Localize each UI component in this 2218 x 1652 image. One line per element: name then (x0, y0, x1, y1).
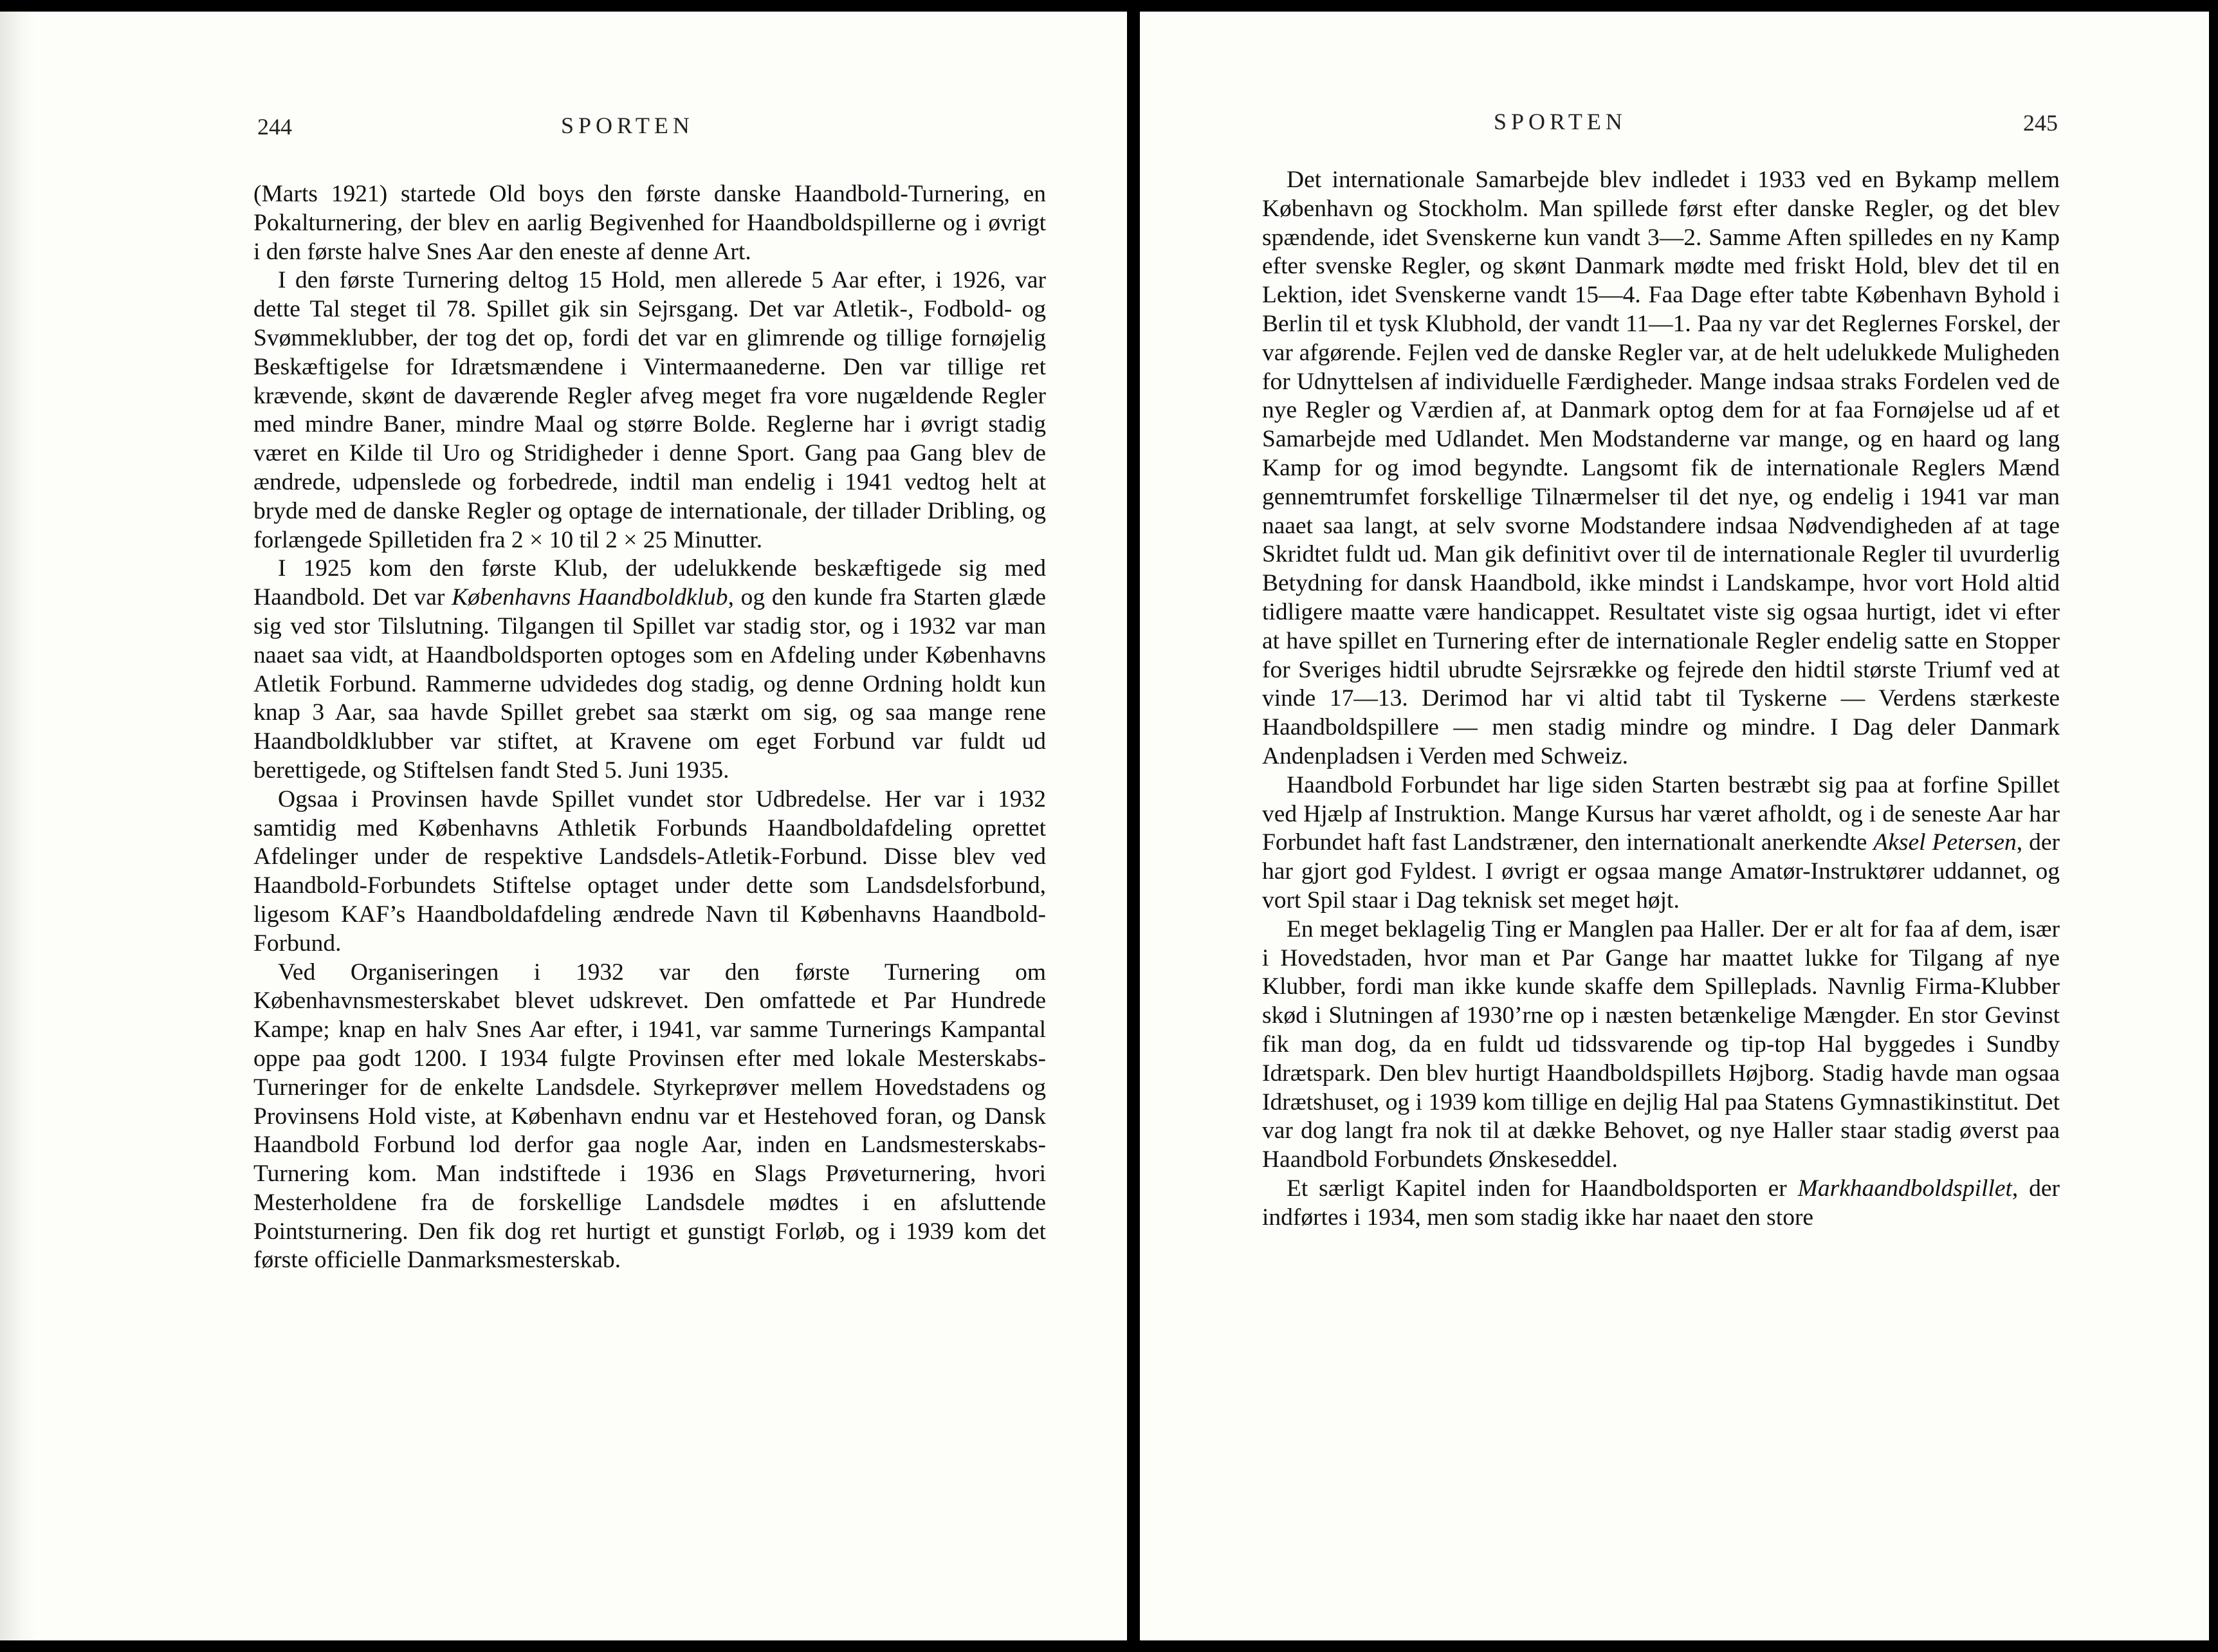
text-run: Ved Organiseringen i 1932 var den første Turnering om Københavnsmesterskabet blevet udskrevet. Den omfattede et Par Hundrede Kampe; knap en halv Snes Aar efter, i 1941, var samme Turnerings Kampantal oppe paa godt 1200. I 1934 fulgte Provinsen efter med lokale Mesterskabs-Turneringer for de enkelte Landsdele. Styrkeprøver mellem Hovedstadens og Provinsens Hold viste, at København endnu var et Hestehoved foran, og Dansk Haandbold Forbund lod derfor gaa nogle Aar, inden en Landsmesterskabs-Turnering kom. Man indstiftede i 1936 en Slags Prøveturnering, hvori Mesterholdene fra de forskellige Landsdele mødtes i en afsluttende Pointsturnering. Den fik dog ret hurtigt et gunstigt Forløb, og i 1939 kom det første officielle Danmarksmesterskab. (253, 959, 1046, 1274)
paragraph (253, 959, 1046, 1276)
paragraph (1262, 1175, 2060, 1233)
paragraph (253, 785, 1046, 959)
italic-text: Københavns Haandboldklub (452, 584, 728, 611)
running-head: SPORTEN (1494, 109, 1627, 134)
text-run: , og den kunde fra Starten glæde sig ved stor Tilslutning. Tilgangen til Spillet var stadig stor, og i 1932 var man naaet saa vidt, at Haandboldsporten optoges som en Afdeling under Københavns Atletik Forbund. Rammerne udvidedes dog stadig, og denne Ordning holdt kun knap 3 Aar, saa havde Spillet grebet saa stærkt om sig, og saa mange rene Haandboldklubber var stiftet, at Kravene om eget Forbund var fuldt ud berettigede, og Stiftelsen fandt Sted 5. Juni 1935. (253, 584, 1046, 784)
paragraph (253, 555, 1046, 785)
left-page (0, 12, 1127, 1640)
italic-text: Markhaandboldspillet (1797, 1175, 2012, 1202)
text-run: , der indførtes i 1934, men som stadig ikke har naaet den store (1262, 1175, 2060, 1231)
paragraph (1262, 915, 2060, 1175)
paragraph (1262, 771, 2060, 915)
text-run: Haandbold Forbundet har lige siden Starten bestræbt sig paa at forfine Spillet ved Hjælp af Instruktion. Mange Kursus har været afholdt, og i de seneste Aar har Forbundet haft fast Landstræner, den internationalt anerkendte (1262, 771, 2060, 856)
page-number: 245 (2023, 110, 2058, 136)
text-run: (Marts 1921) startede Old boys den første danske Haandbold-Turnering, en Pokalturnering, der blev en aarlig Begivenhed for Haandboldspillerne og i øvrigt i den første halve Snes Aar den eneste af denne Art. (253, 181, 1046, 265)
right-body-text (1262, 166, 2060, 1232)
page-edge-strip (0, 12, 36, 1640)
running-head: SPORTEN (561, 113, 694, 138)
text-run: Det internationale Samarbejde blev indledet i 1933 ved en Bykamp mellem København og Stockholm. Man spillede først efter danske Regler, og det blev spændende, idet Svenskerne kun vandt 3—2. Samme Aften spilledes en ny Kamp efter svenske Regler, og skønt Danmark mødte med friskt Hold, blev det til en Lektion, idet Svenskerne vandt 15—4. Faa Dage efter tabte København Byhold i Berlin til et tysk Klubhold, der vandt 11—1. Paa ny var det Reglernes Forskel, der var afgørende. Fejlen ved de danske Regler var, at de helt udelukkede Muligheden for Udnyttelsen af individuelle Færdigheder. Mange indsaa straks Fordelen ved de nye Regler og Værdien af, at Danmark optog dem for at faa Fornøjelse ud af et Samarbejde med Udlandet. Men Modstanderne var mange, og en haard og lang Kamp for og imod begyndte. Langsomt fik de internationale Reglers Mænd gennemtrumfet forskellige Tilnærmelser til det nye, og endelig i 1941 var man naaet saa langt, at selv svorne Modstandere indsaa Nødvendigheden af at tage Skridtet fuldt ud. Man gik definitivt over til de internationale Regler til uvurderlig Betydning for dansk Haandbold, ikke mindst i Landskampe, hvor vort Hold altid tidligere maatte være handicappet. Resultatet viste sig ogsaa hurtigt, idet vi efter at have spillet en Turnering efter de internationale Regler endelig satte en Stopper for Sveriges hidtil ubrudte Sejrsrække og fejrede den hidtil største Triumf ved at vinde 17—13. Derimod har vi altid tabt til Tyskerne — Verdens stærkeste Haandboldspillere — men stadig mindre og mindre. I Dag deler Danmark Andenpladsen i Verden med Schweiz. (1262, 167, 2060, 769)
text-run: I 1925 kom den første Klub, der udelukkende beskæftigede sig med Haandbold. Det var (253, 555, 1046, 611)
page-number: 244 (257, 114, 292, 140)
italic-text: Aksel Petersen (1873, 829, 2017, 856)
text-run: Et særligt Kapitel inden for Haandboldsporten er (1287, 1175, 1798, 1202)
paragraph (253, 266, 1046, 555)
text-run: , der har gjort god Fyldest. I øvrigt er ogsaa mange Amatør-Instruktører uddannet, og vort Spil staar i Dag teknisk set meget højt. (1262, 829, 2060, 913)
paragraph (253, 180, 1046, 266)
paragraph (1262, 166, 2060, 771)
right-page (1140, 12, 2209, 1640)
text-run: I den første Turnering deltog 15 Hold, men allerede 5 Aar efter, i 1926, var dette Tal steget til 78. Spillet gik sin Sejrsgang. Det var Atletik-, Fodbold- og Svømmeklubber, der tog det op, fordi det var en glimrende og tillige fornøjelig Beskæftigelse for Idrætsmændene i Vintermaanederne. Den var tillige ret krævende, skønt de daværende Regler afveg meget fra vore nugældende Regler med mindre Baner, mindre Maal og større Bolde. Reglerne har i øvrigt stadig været en Kilde til Uro og Stridigheder i denne Sport. Gang paa Gang blev de ændrede, udpenslede og forbedrede, indtil man endelig i 1941 vedtog helt at bryde med de danske Regler og optage de internationale, der tillader Dribling, og forlængede Spilletiden fra 2 × 10 til 2 × 25 Minutter. (253, 267, 1046, 553)
text-run: En meget beklagelig Ting er Manglen paa Haller. Der er alt for faa af dem, især i Hovedstaden, hvor man et Par Gange har maattet lukke for Tilgang af nye Klubber, fordi man ikke kunde skaffe dem Spilleplads. Navnlig Firma-Klubber skød i Slutningen af 1930’rne op i næsten betænkelige Mængder. En stor Gevinst fik man dog, da en fuldt ud tidssvarende og tip-top Hal byggedes i Sundby Idrætspark. Den blev hurtigt Haandboldspillets Højborg. Stadig havde man ogsaa Idrætshuset, og i 1939 kom tillige en dejlig Hal paa Statens Gymnastikinstitut. Det var dog langt fra nok til at dække Behovet, og nye Haller staar stadig øverst paa Haandbold Forbundets Ønskeseddel. (1262, 915, 2060, 1173)
text-run: Ogsaa i Provinsen havde Spillet vundet stor Udbredelse. Her var i 1932 samtidig med Københavns Athletik Forbunds Haandboldafdeling oprettet Afdelinger under de respektive Landsdels-Atletik-Forbund. Disse blev ved Haandbold-Forbundets Stiftelse optaget under dette som Landsdelsforbund, ligesom KAF’s Haandboldafdeling ændrede Navn til Københavns Haandbold-Forbund. (253, 785, 1046, 957)
left-body-text (253, 180, 1046, 1275)
